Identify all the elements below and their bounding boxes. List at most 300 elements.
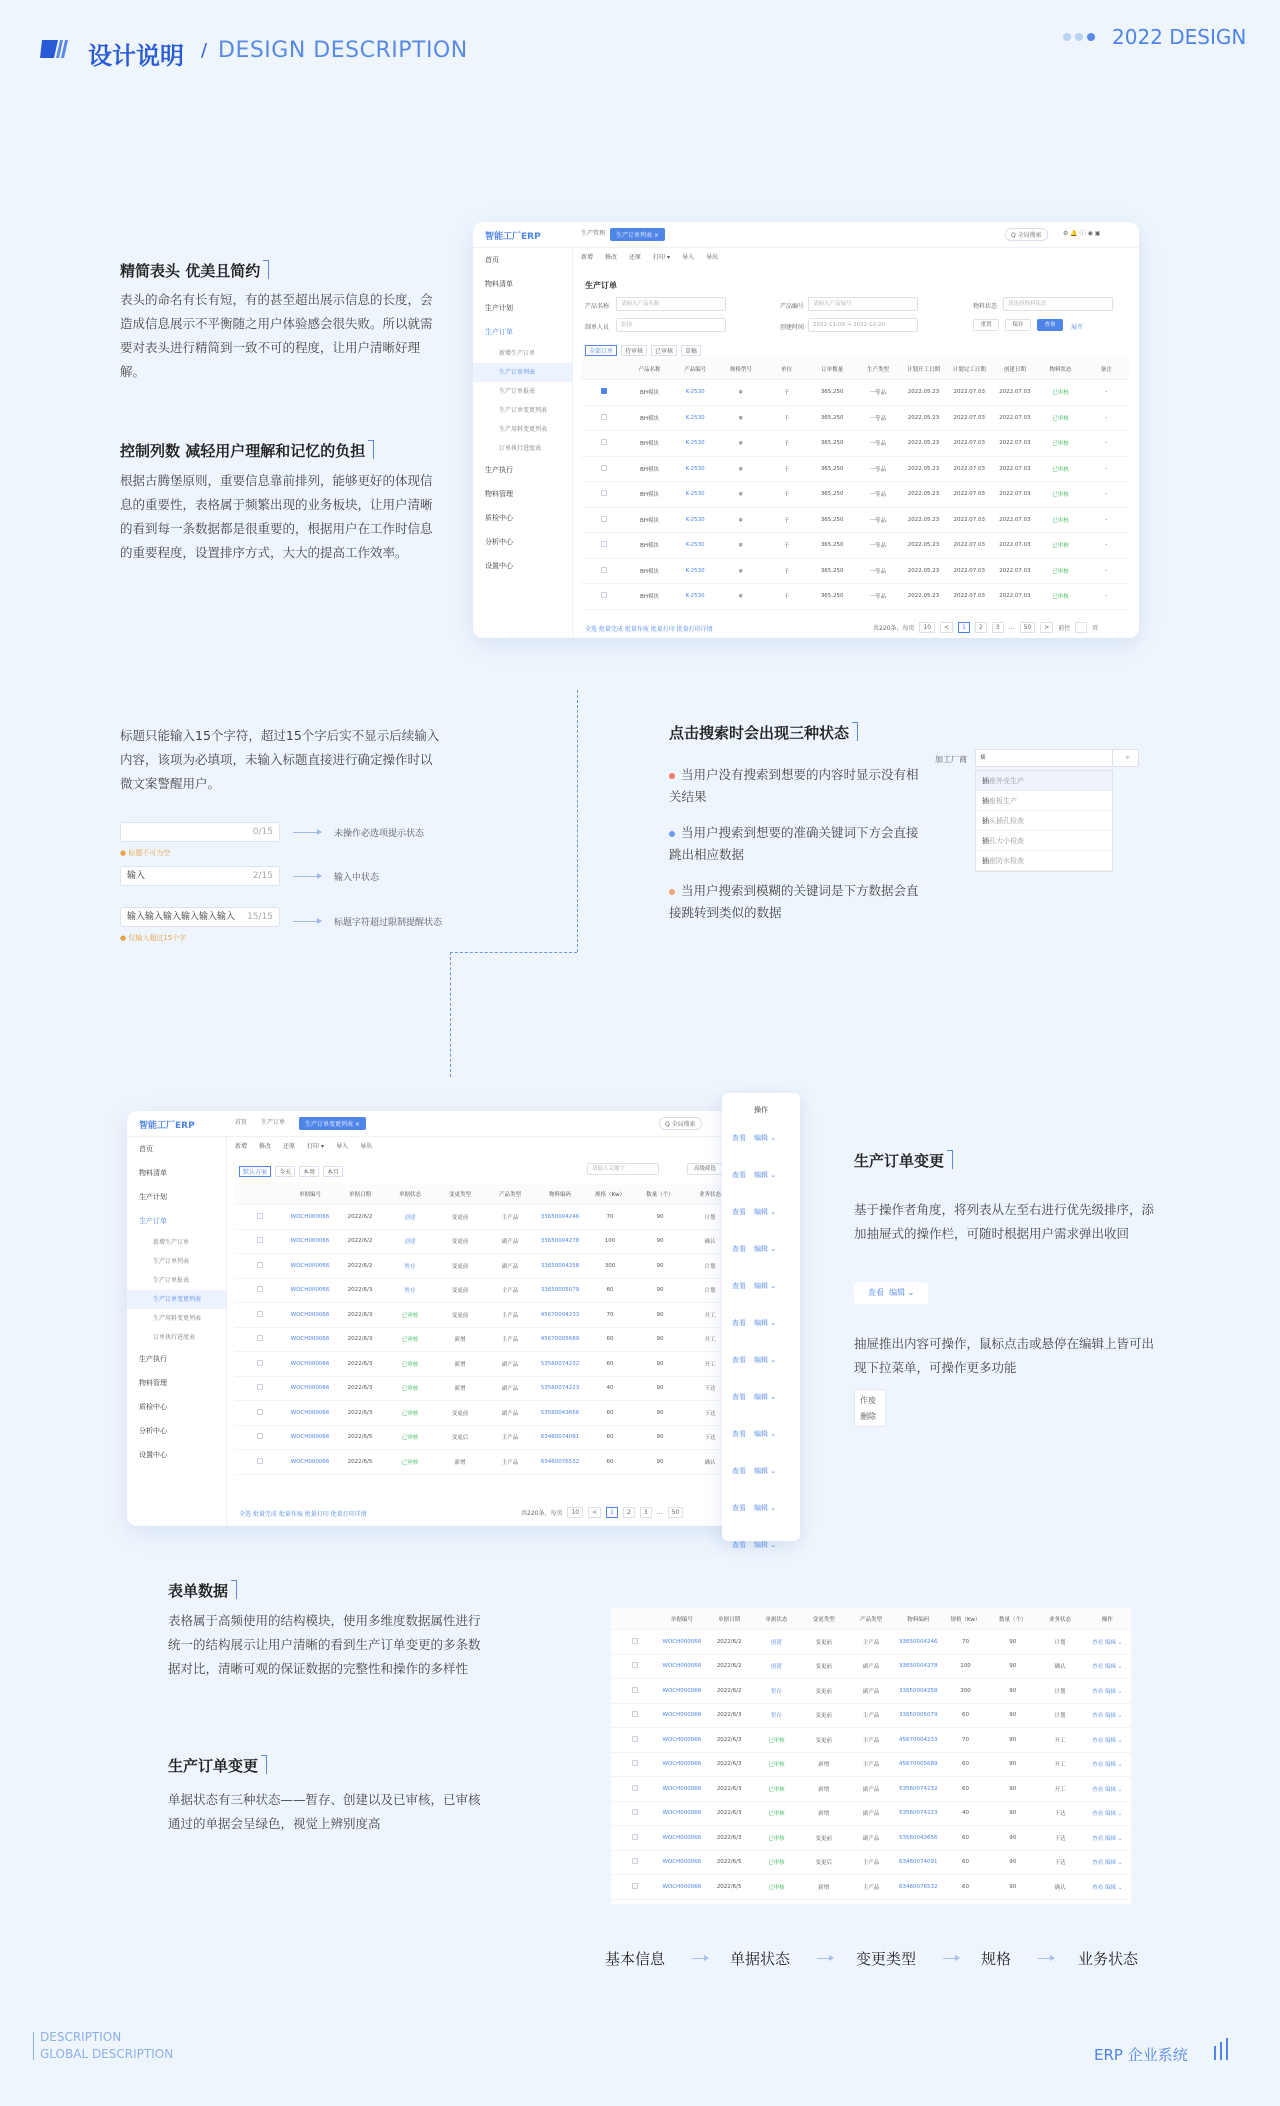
- column-header[interactable]: 创建日期: [1003, 366, 1026, 373]
- save-button[interactable]: 保存: [1005, 319, 1031, 331]
- drawer-row-ops[interactable]: [722, 1244, 800, 1281]
- view-link[interactable]: 查看: [732, 1467, 746, 1475]
- table-cell: 60: [606, 1458, 614, 1465]
- checkbox-icon[interactable]: [601, 465, 607, 471]
- row-checkbox[interactable]: [611, 1711, 658, 1719]
- table-cell[interactable]: WOCH000066: [662, 1785, 702, 1792]
- table-row[interactable]: [581, 482, 1129, 508]
- row-checkbox[interactable]: [611, 1834, 658, 1842]
- checkbox-icon[interactable]: [601, 541, 607, 547]
- row-checkbox[interactable]: [581, 490, 627, 498]
- table-cell[interactable]: WOCH000066: [290, 1360, 330, 1367]
- table-row[interactable]: [581, 457, 1129, 483]
- sidebar-item-home[interactable]: 首页: [139, 1145, 153, 1153]
- checkbox-icon[interactable]: [601, 490, 607, 496]
- sidebar-sub-new-order[interactable]: 新增生产订单: [153, 1239, 190, 1246]
- flow-arrow-icon: [1038, 1958, 1054, 1959]
- drawer-row-ops[interactable]: [722, 1466, 800, 1503]
- sidebar-sub-order-change[interactable]: 生产订单变更列表: [127, 1290, 226, 1309]
- table-row[interactable]: [611, 1826, 1131, 1851]
- table-cell[interactable]: WOCH000066: [290, 1385, 330, 1392]
- checkbox-icon[interactable]: [257, 1433, 263, 1439]
- row-checkbox[interactable]: [235, 1433, 285, 1441]
- edit-dropdown[interactable]: 编辑 ⌄: [754, 1541, 777, 1549]
- table-cell: 主产品: [862, 1713, 880, 1720]
- tab-order-change[interactable]: 生产订单变更列表 ×: [299, 1117, 366, 1130]
- checkbox-icon[interactable]: [632, 1711, 638, 1717]
- column-header[interactable]: 备注: [1100, 366, 1112, 373]
- row-operations[interactable]: 查看 编辑 ⌄: [1092, 1786, 1123, 1793]
- row-checkbox[interactable]: [581, 541, 627, 549]
- row-checkbox[interactable]: [611, 1760, 658, 1768]
- checkbox-icon[interactable]: [632, 1687, 638, 1693]
- material-status-select[interactable]: 请选择物料状态: [1003, 297, 1113, 311]
- title-input-empty[interactable]: 0/15: [120, 822, 280, 842]
- view-link[interactable]: 查看: [732, 1393, 746, 1401]
- view-link[interactable]: 查看: [732, 1171, 746, 1179]
- drawer-row-ops[interactable]: [722, 1429, 800, 1466]
- table-row[interactable]: [235, 1303, 735, 1328]
- table-row[interactable]: [611, 1679, 1131, 1704]
- dropdown-item[interactable]: 插座板生产: [976, 791, 1112, 811]
- toolbar-import[interactable]: 导入: [335, 1143, 348, 1150]
- row-checkbox[interactable]: [611, 1736, 658, 1744]
- input-state-label: 标题字符超过限制提醒状态: [334, 918, 443, 928]
- tab-home[interactable]: 首页: [235, 1119, 248, 1126]
- column-header[interactable]: 产品编号: [684, 366, 707, 373]
- checkbox-icon[interactable]: [601, 516, 607, 522]
- column-header[interactable]: 产品类型: [859, 1616, 882, 1623]
- table-cell[interactable]: WOCH000066: [662, 1687, 702, 1694]
- table-row[interactable]: [235, 1450, 735, 1475]
- row-checkbox[interactable]: [235, 1237, 285, 1245]
- column-header[interactable]: 物料编码: [907, 1616, 930, 1623]
- sidebar-item-order[interactable]: 生产订单: [485, 328, 513, 336]
- column-header[interactable]: 产品名称: [638, 366, 661, 373]
- table-cell[interactable]: WOCH000066: [662, 1761, 702, 1768]
- global-search[interactable]: Q 全局搜索: [1005, 228, 1048, 241]
- column-header[interactable]: 规格型号: [729, 366, 752, 373]
- global-search[interactable]: Q 全局搜索: [659, 1117, 702, 1130]
- checkbox-icon[interactable]: [632, 1638, 638, 1644]
- row-checkbox[interactable]: [235, 1311, 285, 1319]
- table-row[interactable]: [235, 1328, 735, 1353]
- table-row[interactable]: [235, 1352, 735, 1377]
- checkbox-icon[interactable]: [257, 1360, 263, 1366]
- sidebar-item-exec[interactable]: 生产执行: [485, 466, 513, 474]
- dropdown-item[interactable]: 插孔大小检查: [976, 831, 1112, 851]
- dropdown-item[interactable]: 插头插孔检查: [976, 811, 1112, 831]
- search-icon[interactable]: ⌕: [1112, 749, 1139, 767]
- drawer-row-ops[interactable]: [722, 1540, 800, 1577]
- checkbox-icon[interactable]: [257, 1409, 263, 1415]
- checkbox-icon[interactable]: [257, 1311, 263, 1317]
- checkbox-icon[interactable]: [632, 1809, 638, 1815]
- drawer-row-ops[interactable]: [722, 1318, 800, 1355]
- dropdown-item[interactable]: 插座防水检查: [976, 851, 1112, 871]
- table-row[interactable]: [581, 508, 1129, 534]
- table-cell[interactable]: WOCH000066: [662, 1638, 702, 1645]
- column-header[interactable]: 变更类型: [448, 1191, 471, 1198]
- drawer-row-ops[interactable]: [722, 1170, 800, 1207]
- table-cell[interactable]: WOCH000066: [290, 1238, 330, 1245]
- edit-dropdown[interactable]: 编辑 ⌄: [754, 1171, 777, 1179]
- row-checkbox[interactable]: [235, 1458, 285, 1466]
- table-cell: 一等品: [869, 543, 887, 550]
- toolbar-export[interactable]: 导出: [705, 254, 718, 261]
- sidebar-sub-material-change[interactable]: 生产用料变更列表: [499, 426, 548, 433]
- column-header[interactable]: 单据状态: [765, 1616, 788, 1623]
- row-checkbox[interactable]: [235, 1384, 285, 1392]
- row-checkbox[interactable]: [581, 516, 627, 524]
- keyword-input[interactable]: 请输入关键字: [587, 1163, 659, 1175]
- drawer-row-ops[interactable]: [722, 1133, 800, 1170]
- sidebar-item-exec[interactable]: 生产执行: [139, 1355, 167, 1363]
- column-header[interactable]: 产品类型: [498, 1191, 521, 1198]
- table-cell: 90: [1009, 1785, 1017, 1792]
- table-cell: 副产品: [501, 1263, 519, 1270]
- table-cell[interactable]: WOCH000066: [290, 1262, 330, 1269]
- label-create-date: 创建时间: [780, 324, 805, 331]
- toolbar-edit[interactable]: 修改: [605, 254, 618, 261]
- sidebar-item-settings[interactable]: 设置中心: [485, 562, 513, 570]
- table-row[interactable]: [235, 1279, 735, 1304]
- table-cell: 2022/6/3: [347, 1311, 373, 1318]
- batch-actions[interactable]: 全选 批量完成 批量作废 批量打印 批量打印详情: [239, 1511, 367, 1518]
- table-cell[interactable]: WOCH000066: [290, 1311, 330, 1318]
- row-checkbox[interactable]: [235, 1262, 285, 1270]
- sidebar-item-settings[interactable]: 设置中心: [139, 1451, 167, 1459]
- edit-dropdown[interactable]: 编辑 ⌄: [754, 1393, 777, 1401]
- tab-order[interactable]: 生产订单: [261, 1119, 286, 1126]
- row-checkbox[interactable]: [581, 388, 627, 396]
- column-header[interactable]: 单据编号: [670, 1616, 693, 1623]
- edit-dropdown[interactable]: 编辑 ⌄: [754, 1356, 777, 1364]
- toolbar-export[interactable]: 导出: [359, 1143, 372, 1150]
- table-cell: 2022/6/2: [716, 1638, 742, 1645]
- view-link[interactable]: 查看: [732, 1504, 746, 1512]
- table-cell: 确认: [704, 1459, 716, 1466]
- product-code-input[interactable]: 请输入产品编号: [808, 297, 918, 311]
- row-checkbox[interactable]: [581, 439, 627, 447]
- column-header[interactable]: 数量（个）: [999, 1616, 1027, 1623]
- checkbox-icon[interactable]: [257, 1286, 263, 1292]
- row-operations[interactable]: 查看 编辑 ⌄: [1092, 1639, 1123, 1646]
- drawer-row-ops[interactable]: [722, 1355, 800, 1392]
- checkbox-icon[interactable]: [601, 439, 607, 445]
- edit-dropdown[interactable]: 编辑 ⌄: [754, 1208, 777, 1216]
- tab-order-list[interactable]: 生产订单列表 ×: [610, 228, 665, 241]
- table-row[interactable]: [581, 406, 1129, 432]
- table-row[interactable]: [581, 533, 1129, 559]
- table-row[interactable]: [581, 559, 1129, 585]
- checkbox-icon[interactable]: [601, 567, 607, 573]
- sidebar-sub-new-order[interactable]: 新增生产订单: [499, 350, 536, 357]
- table-row[interactable]: [235, 1426, 735, 1451]
- row-checkbox[interactable]: [611, 1858, 658, 1866]
- toolbar-icons[interactable]: ⚙ 🔔 ⓘ ◉ ▣: [1063, 230, 1101, 237]
- edit-dropdown[interactable]: 编辑 ⌄: [754, 1430, 777, 1438]
- reset-button[interactable]: 重置: [973, 319, 999, 331]
- table-row[interactable]: [235, 1401, 735, 1426]
- checkbox-icon[interactable]: [257, 1458, 263, 1464]
- sidebar-sub-order-report[interactable]: 生产订单报表: [499, 388, 536, 395]
- sidebar-item-material[interactable]: 物料管理: [139, 1379, 167, 1387]
- checkbox-icon[interactable]: [257, 1213, 263, 1219]
- table-row[interactable]: [611, 1728, 1131, 1753]
- table-cell: 副产品: [862, 1835, 880, 1842]
- table-row[interactable]: [611, 1655, 1131, 1680]
- column-header[interactable]: 物料状态: [1049, 366, 1072, 373]
- row-checkbox[interactable]: [611, 1638, 658, 1646]
- table-cell: 2022.05.23: [907, 542, 940, 549]
- view-link[interactable]: 查看: [732, 1208, 746, 1216]
- toolbar-print[interactable]: 打印 ▾: [307, 1143, 324, 1150]
- column-header[interactable]: 单据日期: [718, 1616, 741, 1623]
- table-cell[interactable]: WOCH000066: [290, 1336, 330, 1343]
- advanced-filter-button[interactable]: 高级筛选: [687, 1163, 723, 1175]
- table-cell: 2022/6/3: [716, 1761, 742, 1768]
- row-checkbox[interactable]: [611, 1687, 658, 1695]
- row-checkbox[interactable]: [235, 1360, 285, 1368]
- checkbox-icon[interactable]: [257, 1237, 263, 1243]
- chip-month[interactable]: 本月: [323, 1166, 343, 1177]
- table-row[interactable]: [581, 584, 1129, 610]
- chip-draft[interactable]: 草稿: [681, 345, 701, 356]
- row-operations[interactable]: 查看 编辑 ⌄: [1092, 1664, 1123, 1671]
- table-row[interactable]: [611, 1875, 1131, 1900]
- table-cell[interactable]: WOCH000066: [662, 1810, 702, 1817]
- view-link[interactable]: 查看: [732, 1541, 746, 1549]
- checkbox-icon[interactable]: [632, 1858, 638, 1864]
- column-header[interactable]: 计划完工日期: [952, 366, 986, 373]
- table-cell[interactable]: WOCH000066: [290, 1434, 330, 1441]
- chip-week[interactable]: 本周: [299, 1166, 319, 1177]
- sidebar-item-analysis[interactable]: 分析中心: [139, 1427, 167, 1435]
- checkbox-icon[interactable]: [601, 388, 607, 394]
- table-cell: 一等品: [869, 517, 887, 524]
- sidebar-item-analysis[interactable]: 分析中心: [485, 538, 513, 546]
- toolbar-add[interactable]: 新增: [235, 1143, 248, 1150]
- toolbar-add[interactable]: 新增: [581, 254, 594, 261]
- table-cell: -: [1105, 414, 1108, 421]
- checkbox-icon[interactable]: [632, 1760, 638, 1766]
- batch-actions[interactable]: 全选 批量完成 批量作废 批量打印 批量打印详情: [585, 626, 713, 633]
- title-input-typing[interactable]: 输入 2/15: [120, 866, 280, 886]
- sidebar-item-bom[interactable]: 物料清单: [139, 1169, 167, 1177]
- table-cell: K-2530: [685, 516, 705, 523]
- row-checkbox[interactable]: [235, 1213, 285, 1221]
- row-operations[interactable]: 查看 编辑 ⌄: [1092, 1688, 1123, 1695]
- sidebar-item-qc[interactable]: 质检中心: [139, 1403, 167, 1411]
- table-cell[interactable]: WOCH000066: [662, 1663, 702, 1670]
- table-cell[interactable]: WOCH000066: [290, 1409, 330, 1416]
- toolbar-edit[interactable]: 修改: [259, 1143, 272, 1150]
- row-operations[interactable]: 查看 编辑 ⌄: [1092, 1713, 1123, 1720]
- toolbar-restore[interactable]: 还原: [283, 1143, 296, 1150]
- toolbar-import[interactable]: 导入: [681, 254, 694, 261]
- menu-void[interactable]: 作废: [860, 1396, 876, 1405]
- table-cell[interactable]: WOCH000066: [290, 1458, 330, 1465]
- column-header[interactable]: 生产类型: [866, 366, 889, 373]
- drawer-row-ops[interactable]: [722, 1207, 800, 1244]
- menu-delete[interactable]: 删除: [860, 1412, 876, 1421]
- view-link[interactable]: 查看: [732, 1134, 746, 1142]
- column-header[interactable]: 数量（个）: [646, 1191, 674, 1198]
- table-cell[interactable]: WOCH000066: [290, 1287, 330, 1294]
- row-operations[interactable]: 查看 编辑 ⌄: [1092, 1762, 1123, 1769]
- input-rule-text: 标题只能输入15个字符，超过15个字后实不显示后续输入内容，该项为必填项，未输入标题直接进行确定操作时以微文案警醒用户。: [120, 728, 440, 791]
- row-checkbox[interactable]: [235, 1335, 285, 1343]
- drawer-row-ops[interactable]: [722, 1392, 800, 1429]
- table-row[interactable]: [611, 1630, 1131, 1655]
- overflow-warning: ● 仅输入超过15个字: [120, 934, 187, 942]
- table-row[interactable]: [581, 380, 1129, 406]
- chip-approved[interactable]: 已审核: [651, 345, 677, 356]
- checkbox-icon[interactable]: [632, 1834, 638, 1840]
- table-row[interactable]: [581, 431, 1129, 457]
- table-row[interactable]: [235, 1377, 735, 1402]
- checkbox-icon[interactable]: [632, 1883, 638, 1889]
- column-header[interactable]: 单据状态: [398, 1191, 421, 1198]
- edit-dropdown[interactable]: 编辑 ⌄: [754, 1245, 777, 1253]
- sidebar-item-qc[interactable]: 质检中心: [485, 514, 513, 522]
- row-checkbox[interactable]: [611, 1809, 658, 1817]
- column-header[interactable]: 物料编码: [548, 1191, 571, 1198]
- table-cell[interactable]: WOCH000066: [662, 1736, 702, 1743]
- column-header[interactable]: 业务状态: [1049, 1616, 1072, 1623]
- table-cell: 已审核: [768, 1860, 785, 1867]
- title-input-overflow[interactable]: 输入输入输入输入输入输入 15/15: [120, 907, 280, 927]
- row-checkbox[interactable]: [581, 567, 627, 575]
- table-row[interactable]: [611, 1753, 1131, 1778]
- sidebar-sub-order-report[interactable]: 生产订单报表: [153, 1277, 190, 1284]
- sidebar-item-plan[interactable]: 生产计划: [485, 304, 513, 312]
- row-operations[interactable]: 查看 编辑 ⌄: [1092, 1811, 1123, 1818]
- sidebar-sub-progress[interactable]: 订单执行进度表: [153, 1334, 196, 1341]
- table-cell[interactable]: WOCH000066: [662, 1712, 702, 1719]
- sidebar-item-order[interactable]: 生产订单: [139, 1217, 167, 1225]
- checkbox-icon[interactable]: [257, 1335, 263, 1341]
- tab-production[interactable]: 生产管理: [581, 230, 606, 237]
- view-link[interactable]: 查看: [732, 1245, 746, 1253]
- sidebar-item-home[interactable]: 首页: [485, 256, 499, 264]
- column-header[interactable]: 单据日期: [348, 1191, 371, 1198]
- sidebar-sub-order-list[interactable]: 生产订单列表: [153, 1258, 190, 1265]
- edit-dropdown[interactable]: 编辑 ⌄: [754, 1282, 777, 1290]
- table-cell: 40: [606, 1385, 614, 1392]
- expand-button[interactable]: 展开: [1071, 324, 1084, 331]
- sidebar-sub-progress[interactable]: 订单执行进度表: [499, 445, 542, 452]
- table-cell[interactable]: WOCH000066: [662, 1834, 702, 1841]
- toolbar-restore[interactable]: 还原: [629, 254, 642, 261]
- row-checkbox[interactable]: [235, 1286, 285, 1294]
- table-row[interactable]: [235, 1254, 735, 1279]
- row-operations[interactable]: 查看 编辑 ⌄: [1092, 1884, 1123, 1891]
- table-row[interactable]: [611, 1851, 1131, 1876]
- chip-all[interactable]: 全部订单: [585, 345, 617, 356]
- sidebar-item-plan[interactable]: 生产计划: [139, 1193, 167, 1201]
- column-header[interactable]: 变更类型: [812, 1616, 835, 1623]
- row-checkbox[interactable]: [581, 465, 627, 473]
- chip-pending[interactable]: 待审核: [621, 345, 647, 356]
- column-header[interactable]: 单位: [781, 366, 793, 373]
- drawer-row-ops[interactable]: [722, 1281, 800, 1318]
- checkbox-icon[interactable]: [601, 414, 607, 420]
- product-name-input[interactable]: 请输入产品名称: [616, 297, 726, 311]
- row-checkbox[interactable]: [581, 592, 627, 600]
- edit-dropdown[interactable]: 编辑 ⌄: [754, 1467, 777, 1475]
- row-checkbox[interactable]: [611, 1662, 658, 1670]
- drawer-row-ops[interactable]: [722, 1503, 800, 1540]
- checkbox-icon[interactable]: [632, 1662, 638, 1668]
- chip-today[interactable]: 今天: [275, 1166, 295, 1177]
- row-checkbox[interactable]: [611, 1785, 658, 1793]
- checkbox-icon[interactable]: [632, 1785, 638, 1791]
- column-header[interactable]: 单据编号: [298, 1191, 321, 1198]
- maker-select[interactable]: 张扬: [616, 318, 726, 332]
- column-header[interactable]: 计划开工日期: [907, 366, 941, 373]
- table-row[interactable]: [611, 1704, 1131, 1729]
- section-body-change: 基于操作者角度，将列表从左至右进行优先级排序，添加抽屉式的操作栏，可随时根据用户需求弹出收回: [854, 1202, 1155, 1241]
- sidebar-sub-order-list[interactable]: 生产订单列表: [473, 363, 572, 382]
- view-link[interactable]: 查看: [732, 1282, 746, 1290]
- edit-dropdown[interactable]: 编辑 ⌄: [754, 1319, 777, 1327]
- column-header[interactable]: 业务状态: [698, 1191, 721, 1198]
- date-range-input[interactable]: 2022-11-09 → 2022-12-20: [808, 318, 918, 332]
- op-demo[interactable]: 查看 编辑 ⌄: [854, 1282, 928, 1304]
- dropdown-item[interactable]: 插座外壳生产: [976, 771, 1112, 791]
- table-cell: 暂存: [404, 1263, 416, 1270]
- row-operations[interactable]: 查看 编辑 ⌄: [1092, 1835, 1123, 1842]
- column-header[interactable]: 订单数量: [821, 366, 844, 373]
- view-link[interactable]: 查看: [732, 1319, 746, 1327]
- sidebar-sub-material-change[interactable]: 生产用料变更列表: [153, 1315, 202, 1322]
- table-row[interactable]: [235, 1230, 735, 1255]
- view-link[interactable]: 查看: [732, 1430, 746, 1438]
- view-link[interactable]: 查看: [732, 1356, 746, 1364]
- edit-dropdown[interactable]: 编辑 ⌄: [754, 1504, 777, 1512]
- vendor-search-input[interactable]: 插: [975, 749, 1113, 767]
- sidebar-item-bom[interactable]: 物料清单: [485, 280, 513, 288]
- sidebar-sub-order-change[interactable]: 生产订单变更列表: [499, 407, 548, 414]
- column-header[interactable]: 规格（Kw）: [594, 1191, 626, 1198]
- checkbox-icon[interactable]: [257, 1384, 263, 1390]
- table-row[interactable]: [611, 1777, 1131, 1802]
- table-row[interactable]: [611, 1802, 1131, 1827]
- toolbar-print[interactable]: 打印 ▾: [653, 254, 670, 261]
- row-checkbox[interactable]: [235, 1409, 285, 1417]
- query-button[interactable]: 查询: [1037, 319, 1063, 331]
- row-checkbox[interactable]: [581, 414, 627, 422]
- sidebar-item-material[interactable]: 物料管理: [485, 490, 513, 498]
- table-cell[interactable]: WOCH000066: [662, 1883, 702, 1890]
- table-cell[interactable]: WOCH000066: [290, 1213, 330, 1220]
- column-header[interactable]: 操作: [1101, 1616, 1113, 1623]
- checkbox-icon[interactable]: [632, 1736, 638, 1742]
- edit-dropdown[interactable]: 编辑 ⌄: [754, 1134, 777, 1142]
- row-checkbox[interactable]: [611, 1883, 658, 1891]
- table-row[interactable]: [235, 1205, 735, 1230]
- row-operations[interactable]: 查看 编辑 ⌄: [1092, 1860, 1123, 1867]
- table-cell: -: [1105, 465, 1108, 472]
- chip-default[interactable]: 默认方案: [239, 1166, 271, 1177]
- row-operations[interactable]: 查看 编辑 ⌄: [1092, 1737, 1123, 1744]
- table-cell[interactable]: WOCH000066: [662, 1859, 702, 1866]
- checkbox-icon[interactable]: [601, 592, 607, 598]
- column-header[interactable]: 规格（Kw）: [950, 1616, 981, 1623]
- checkbox-icon[interactable]: [257, 1262, 263, 1268]
